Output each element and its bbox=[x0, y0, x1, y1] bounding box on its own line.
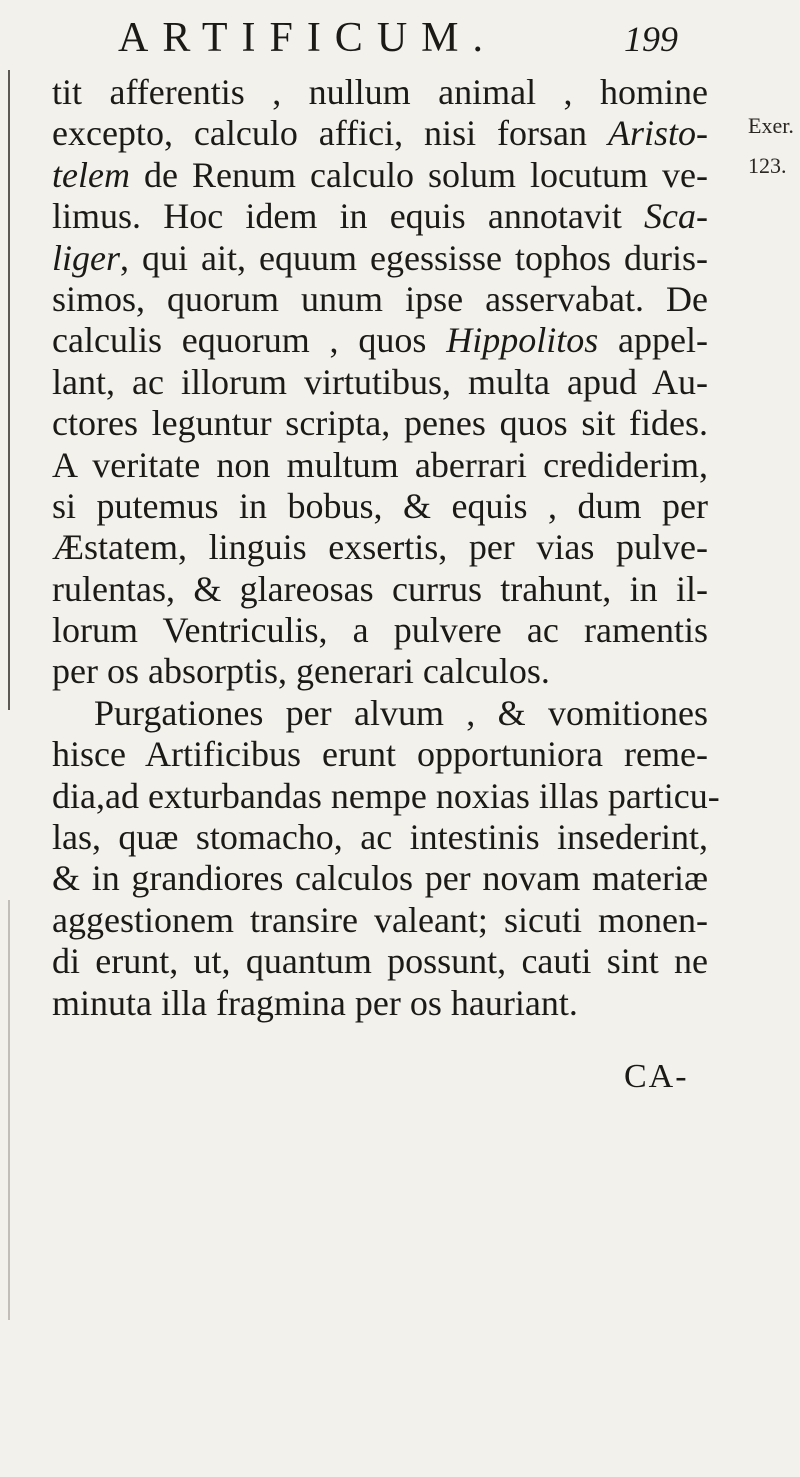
text-line: aggestionem transire valeant; sicuti monen- bbox=[52, 899, 708, 940]
text-line bbox=[52, 320, 708, 361]
text-line bbox=[52, 113, 708, 154]
catchword: CA- bbox=[624, 1058, 689, 1095]
italic-name: liger bbox=[52, 237, 120, 278]
text-line: dia,ad exturbandas nempe noxias illas particu- bbox=[52, 775, 720, 816]
text-span: limus. Hoc idem in equis annotavit bbox=[52, 196, 645, 237]
body-text bbox=[52, 72, 720, 1024]
text-span: de Renum calculo solum locutum ve- bbox=[129, 154, 708, 195]
italic-name: telem bbox=[52, 154, 130, 195]
text-line: rulentas, & glareosas currus trahunt, in il- bbox=[52, 568, 708, 609]
text-line: ctores leguntur scripta, penes quos sit fides. bbox=[52, 403, 708, 444]
text-line: & in grandiores calculos per novam materiæ bbox=[52, 858, 708, 899]
text-span: excepto, calculo affici, nisi forsan bbox=[52, 113, 608, 154]
text-line: Æstatem, linguis exsertis, per vias pulve- bbox=[52, 527, 708, 568]
italic-name: Aristo- bbox=[607, 113, 708, 154]
text-line: per os absorptis, generari calculos. bbox=[52, 651, 550, 692]
text-span: appel- bbox=[598, 320, 709, 361]
italic-name: Hippolitos bbox=[446, 320, 599, 361]
page-number: 199 bbox=[624, 19, 678, 59]
text-span: calculis equorum , quos bbox=[52, 320, 447, 361]
text-line: hisce Artificibus erunt opportuniora reme- bbox=[52, 734, 708, 775]
text-line: si putemus in bobus, & equis , dum per bbox=[52, 485, 708, 526]
italic-name: Sca- bbox=[644, 196, 708, 237]
text-line bbox=[52, 238, 708, 279]
text-line: tit afferentis , nullum animal , homine bbox=[52, 72, 708, 112]
marginal-note bbox=[748, 106, 794, 186]
text-line bbox=[52, 196, 708, 237]
text-line bbox=[52, 155, 708, 196]
text-line: lorum Ventriculis, a pulvere ac ramentis bbox=[52, 610, 708, 651]
text-line: simos, quorum unum ipse asservabat. De bbox=[52, 278, 708, 319]
page-edge-rule bbox=[8, 70, 10, 710]
text-line: las, quæ stomacho, ac intestinis insederint, bbox=[52, 817, 708, 858]
marginal-note-line-2: 123. bbox=[748, 153, 787, 178]
text-line: di erunt, ut, quantum possunt, cauti sint ne bbox=[52, 941, 708, 982]
text-line: A veritate non multum aberrari crediderim, bbox=[52, 444, 708, 485]
text-line: minuta illa fragmina per os hauriant. bbox=[52, 982, 578, 1023]
text-line: lant, ac illorum virtutibus, multa apud Au- bbox=[52, 361, 708, 402]
running-title: ARTIFICUM. bbox=[118, 15, 497, 61]
page-edge-rule-lower bbox=[8, 900, 10, 1320]
text-line: Purgationes per alvum , & vomitiones bbox=[94, 692, 708, 733]
text-span: , qui ait, equum egessisse tophos duris- bbox=[120, 237, 708, 278]
marginal-note-line-1: Exer. bbox=[748, 113, 794, 138]
running-head bbox=[118, 14, 678, 74]
